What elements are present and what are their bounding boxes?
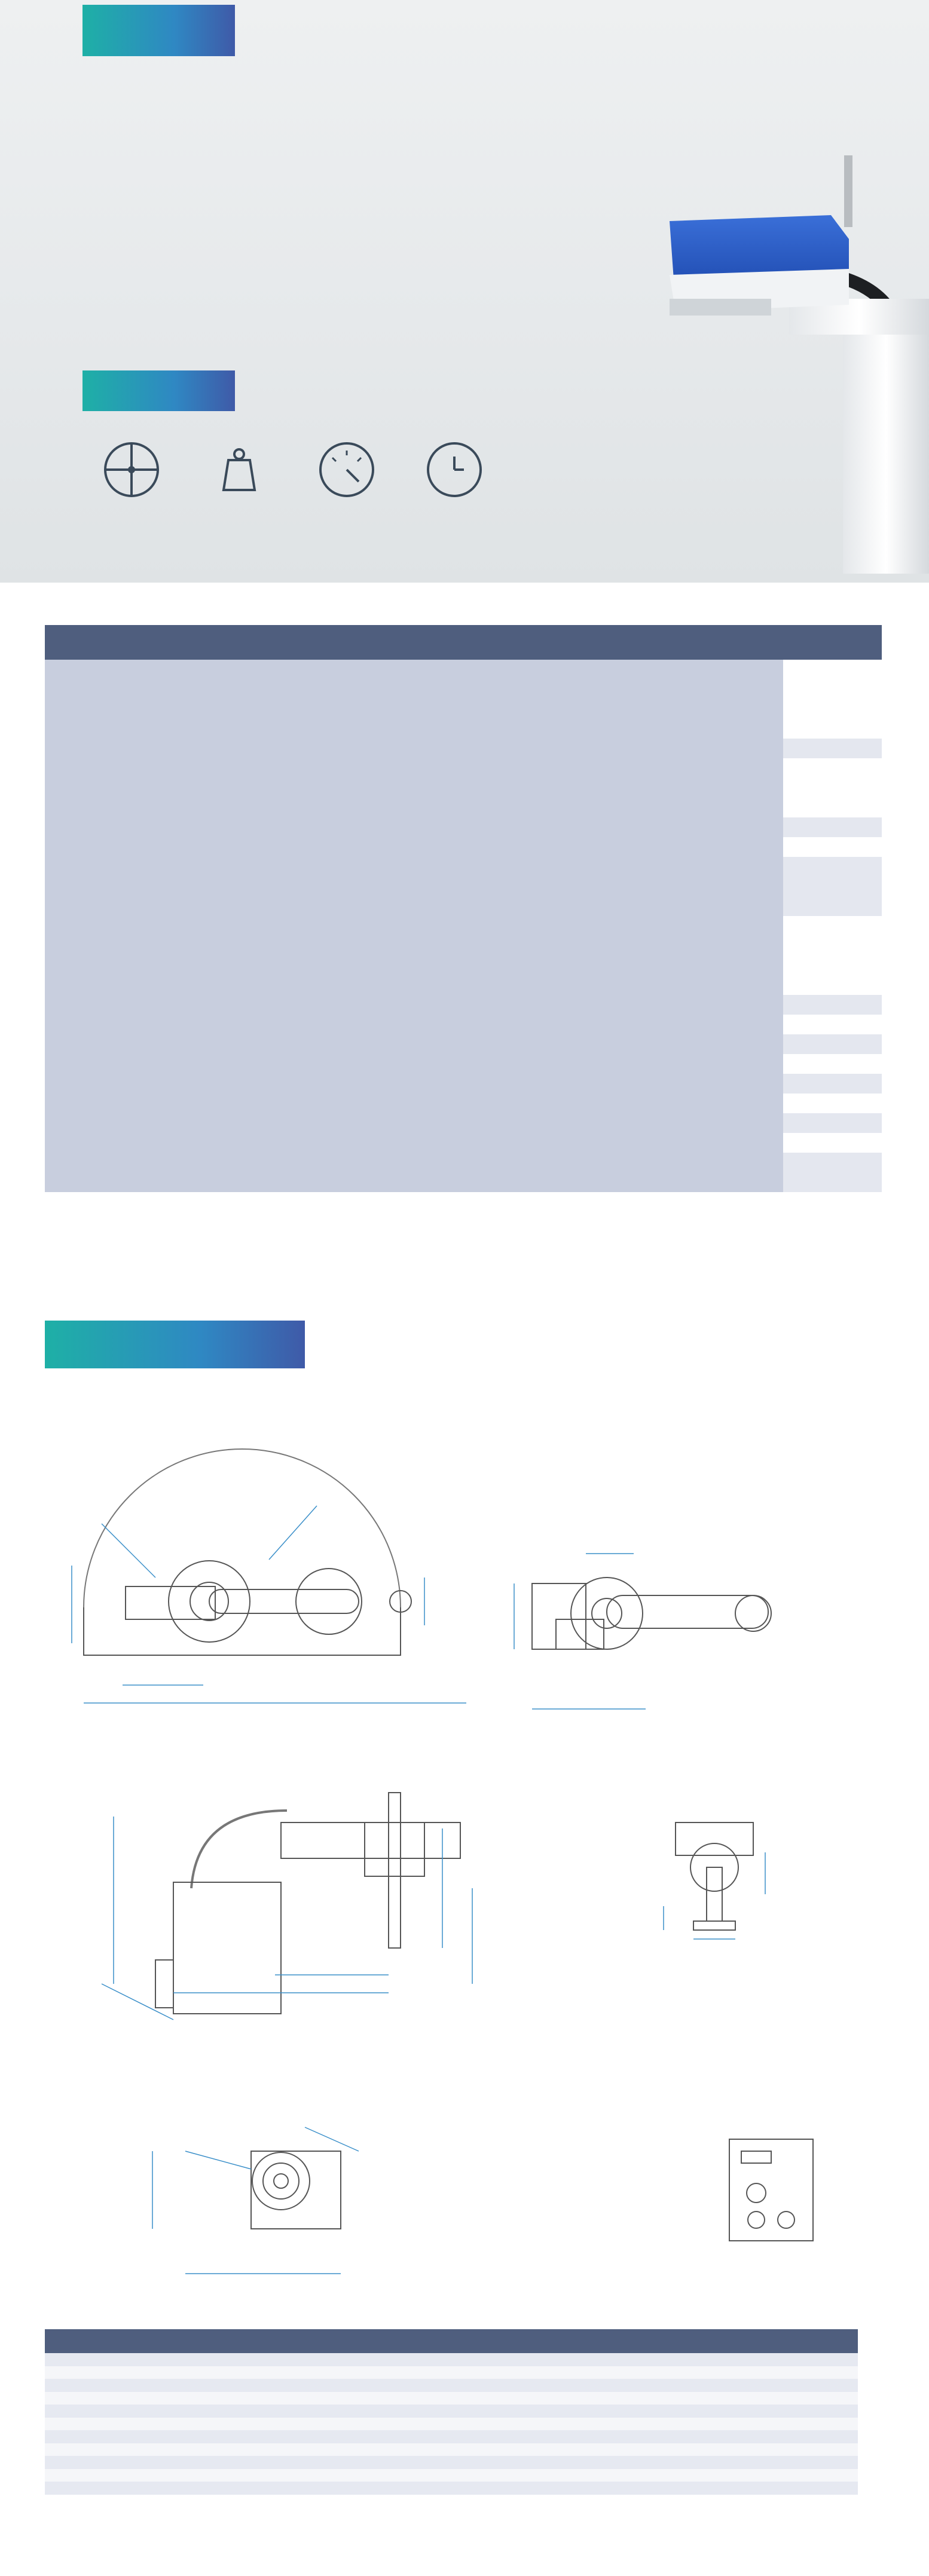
spec-sub-label xyxy=(135,877,783,896)
spec-row xyxy=(45,719,882,739)
dim-cell xyxy=(296,2430,436,2443)
dim-cell xyxy=(577,2379,717,2392)
spec-cell xyxy=(832,896,857,916)
dim-row xyxy=(45,2443,858,2456)
dim-row xyxy=(45,2430,858,2443)
spec-cell xyxy=(808,817,832,837)
spec-cell xyxy=(783,955,808,975)
dim-cell xyxy=(436,2392,577,2405)
spec-cell xyxy=(832,679,857,699)
dim-cell xyxy=(296,2469,436,2482)
spec-cell xyxy=(832,739,857,758)
spec-sub-label xyxy=(135,719,783,739)
spec-cell xyxy=(783,699,808,719)
spec-group-label xyxy=(45,837,135,857)
spec-cell xyxy=(808,1015,832,1034)
dim-cell xyxy=(717,2482,858,2495)
spec-row xyxy=(45,896,882,916)
section-tag-features xyxy=(82,5,235,56)
spec-row xyxy=(45,837,882,857)
spec-row xyxy=(45,1074,882,1094)
spec-cell xyxy=(808,719,832,739)
spec-cell xyxy=(857,955,882,975)
spec-cell xyxy=(857,896,882,916)
spec-sub-label xyxy=(135,837,783,857)
dim-cell xyxy=(717,2353,858,2366)
controller-value xyxy=(783,1172,882,1192)
spec-cell xyxy=(808,916,832,936)
dim-cell xyxy=(436,2430,577,2443)
spec-sub-label xyxy=(135,758,783,778)
spec-cell xyxy=(857,778,882,798)
spec-row xyxy=(45,955,882,975)
spec-cell xyxy=(857,699,882,719)
spec-row xyxy=(45,877,882,896)
spec-cell xyxy=(857,936,882,955)
spec-header-802 xyxy=(857,625,882,660)
gauge-icon xyxy=(319,442,374,497)
spec-cell xyxy=(832,1015,857,1034)
spec-cell xyxy=(857,1034,882,1054)
dim-cell xyxy=(577,2392,717,2405)
spec-sub-label xyxy=(135,896,783,916)
spec-cell xyxy=(808,1054,832,1074)
dim-row-label xyxy=(45,2456,296,2469)
dim-cell xyxy=(717,2379,858,2392)
spec-row xyxy=(45,936,882,955)
dim-row-label xyxy=(45,2418,296,2431)
dim-row-label xyxy=(45,2353,296,2366)
spec-cell xyxy=(832,1153,857,1172)
spec-cell xyxy=(808,660,832,679)
flange-view-drawing xyxy=(496,1524,867,1721)
side-view-drawing xyxy=(54,1769,568,2032)
spec-group-label xyxy=(45,1015,135,1034)
dim-row xyxy=(45,2392,858,2405)
dim-row xyxy=(45,2482,858,2495)
spec-row xyxy=(45,739,882,758)
hero-section xyxy=(0,0,929,583)
dim-header-502 xyxy=(296,2329,436,2353)
spec-cell xyxy=(808,1074,832,1094)
spec-group-label xyxy=(45,995,135,1015)
spec-sub-label xyxy=(135,916,783,936)
dim-row-label xyxy=(45,2430,296,2443)
spec-row xyxy=(45,1133,882,1153)
spec-cell xyxy=(783,778,808,798)
dim-cell xyxy=(296,2418,436,2431)
spec-cell xyxy=(832,1094,857,1113)
spec-cell xyxy=(783,995,808,1015)
dim-cell xyxy=(296,2482,436,2495)
dim-cell xyxy=(577,2443,717,2456)
spec-sub-label xyxy=(135,739,783,758)
spec-group-label xyxy=(45,739,135,758)
param-cycle-time xyxy=(401,442,508,508)
dim-cell xyxy=(436,2366,577,2379)
spec-cell xyxy=(857,1094,882,1113)
dim-cell xyxy=(296,2443,436,2456)
spec-cell xyxy=(783,1054,808,1074)
spec-row xyxy=(45,758,882,778)
dim-cell xyxy=(717,2456,858,2469)
spec-row xyxy=(45,1015,882,1034)
spec-cell xyxy=(832,837,857,857)
spec-cell xyxy=(832,877,857,896)
spec-cell xyxy=(783,1094,808,1113)
dim-cell xyxy=(717,2418,858,2431)
dim-cell xyxy=(577,2430,717,2443)
dim-cell xyxy=(296,2392,436,2405)
dim-cell xyxy=(436,2443,577,2456)
spec-cell xyxy=(832,1074,857,1094)
spec-cell xyxy=(808,1094,832,1113)
spec-table xyxy=(45,625,882,1192)
dim-row xyxy=(45,2366,858,2379)
spec-cell xyxy=(808,1034,832,1054)
spec-cell xyxy=(832,1034,857,1054)
spec-row xyxy=(45,778,882,798)
dim-cell xyxy=(436,2353,577,2366)
spec-cell xyxy=(832,699,857,719)
spec-cell xyxy=(832,778,857,798)
section-tag-params xyxy=(82,370,235,411)
dimension-table xyxy=(45,2329,858,2495)
spec-cell xyxy=(783,1133,808,1153)
dim-header-802 xyxy=(717,2329,858,2353)
spec-cell xyxy=(808,936,832,955)
spec-cell xyxy=(783,1034,808,1054)
dim-row xyxy=(45,2353,858,2366)
top-view-drawing xyxy=(54,1428,508,1715)
spec-cell xyxy=(783,679,808,699)
spec-row xyxy=(45,857,882,877)
spec-row xyxy=(45,679,882,699)
spec-row-label xyxy=(45,817,783,837)
dim-cell xyxy=(436,2482,577,2495)
spec-row xyxy=(45,660,882,679)
dim-row xyxy=(45,2456,858,2469)
spec-cell xyxy=(808,877,832,896)
spec-cell xyxy=(808,857,832,877)
dim-cell xyxy=(296,2353,436,2366)
dim-cell xyxy=(577,2482,717,2495)
dim-cell xyxy=(296,2379,436,2392)
spec-cell xyxy=(857,837,882,857)
spec-cell xyxy=(783,896,808,916)
spec-cell xyxy=(783,817,808,837)
spec-sub-label xyxy=(135,660,783,679)
dim-cell xyxy=(296,2456,436,2469)
dim-cell xyxy=(717,2443,858,2456)
spec-cell xyxy=(832,1054,857,1074)
spec-cell xyxy=(857,1113,882,1133)
spec-row-label xyxy=(45,1094,783,1113)
spec-sub-label xyxy=(135,679,783,699)
spec-cell xyxy=(857,877,882,896)
spec-row-label xyxy=(45,1054,783,1074)
param-repeatability xyxy=(78,442,185,508)
spec-group-label xyxy=(45,660,135,739)
spec-row-controller xyxy=(45,1172,882,1192)
spec-cell xyxy=(808,995,832,1015)
spec-cell xyxy=(832,916,857,936)
spec-sub-label xyxy=(135,778,783,798)
dim-header-model xyxy=(45,2329,296,2353)
dim-cell xyxy=(296,2405,436,2418)
dim-row-label xyxy=(45,2469,296,2482)
spec-group-label xyxy=(45,916,135,995)
spec-cell xyxy=(832,975,857,995)
dim-header-702 xyxy=(577,2329,717,2353)
dim-cell xyxy=(577,2456,717,2469)
spec-sub-label xyxy=(135,955,783,975)
spec-cell xyxy=(783,1074,808,1094)
dim-row xyxy=(45,2379,858,2392)
spec-row xyxy=(45,699,882,719)
spec-cell xyxy=(857,1054,882,1074)
spec-sub-label xyxy=(135,857,783,877)
spec-cell xyxy=(808,896,832,916)
spec-header-502 xyxy=(783,625,808,660)
spec-cell xyxy=(832,758,857,778)
spec-table-body xyxy=(45,660,882,1192)
spec-row xyxy=(45,975,882,995)
spec-cell xyxy=(808,1153,832,1172)
dim-row-label xyxy=(45,2443,296,2456)
spec-cell xyxy=(783,877,808,896)
spec-sub-label xyxy=(135,995,783,1015)
spec-sub-label xyxy=(135,936,783,955)
spec-row xyxy=(45,916,882,936)
spec-row xyxy=(45,1113,882,1133)
spec-table-header xyxy=(45,625,882,660)
spec-row xyxy=(45,995,882,1015)
dim-cell xyxy=(717,2405,858,2418)
spec-cell xyxy=(808,739,832,758)
weight-icon xyxy=(212,442,267,497)
spec-cell xyxy=(857,1153,882,1172)
spec-cell xyxy=(857,798,882,817)
spec-cell xyxy=(857,739,882,758)
controller-label xyxy=(45,1172,783,1192)
spec-cell xyxy=(808,837,832,857)
dim-cell xyxy=(436,2379,577,2392)
param-icons xyxy=(78,442,532,550)
spec-cell xyxy=(857,758,882,778)
spec-cell xyxy=(783,857,808,877)
dim-cell xyxy=(717,2469,858,2482)
spec-cell xyxy=(783,798,808,817)
dim-cell xyxy=(717,2392,858,2405)
spec-row xyxy=(45,1153,882,1172)
spec-cell xyxy=(857,995,882,1015)
spec-row-label xyxy=(45,1074,783,1094)
dim-cell xyxy=(577,2469,717,2482)
spec-cell xyxy=(832,817,857,837)
spec-cell xyxy=(783,758,808,778)
dim-row xyxy=(45,2418,858,2431)
spec-header-702 xyxy=(832,625,857,660)
spec-cell xyxy=(808,975,832,995)
spec-cell xyxy=(783,1113,808,1133)
dim-row-label xyxy=(45,2366,296,2379)
spec-cell xyxy=(832,995,857,1015)
spec-cell xyxy=(857,1015,882,1034)
spec-cell xyxy=(857,679,882,699)
spec-cell xyxy=(857,916,882,936)
dim-cell xyxy=(436,2469,577,2482)
dim-row-label xyxy=(45,2379,296,2392)
spec-cell xyxy=(783,1153,808,1172)
dim-cell xyxy=(717,2430,858,2443)
dim-cell xyxy=(577,2366,717,2379)
spec-row xyxy=(45,798,882,817)
spec-row xyxy=(45,817,882,837)
dim-cell xyxy=(296,2366,436,2379)
spec-cell xyxy=(783,916,808,936)
spec-row-label xyxy=(45,1133,783,1153)
spec-cell xyxy=(783,719,808,739)
dim-cell xyxy=(717,2366,858,2379)
spec-group-label xyxy=(45,857,135,916)
crosshair-icon xyxy=(104,442,159,497)
spec-sub-label xyxy=(135,1015,783,1034)
spec-cell xyxy=(783,660,808,679)
spec-cell xyxy=(808,699,832,719)
spec-group-label xyxy=(45,758,135,817)
spec-sub-label xyxy=(135,798,783,817)
spec-row xyxy=(45,1094,882,1113)
spec-cell xyxy=(808,798,832,817)
spec-cell xyxy=(808,955,832,975)
spec-cell xyxy=(808,1133,832,1153)
spec-cell xyxy=(783,739,808,758)
spec-cell xyxy=(783,975,808,995)
spec-cell xyxy=(857,1074,882,1094)
dim-cell xyxy=(577,2418,717,2431)
spec-row-label xyxy=(45,1153,783,1172)
section-tag-dimensions xyxy=(45,1321,305,1368)
spec-sub-label xyxy=(135,975,783,995)
spec-header-model xyxy=(45,625,783,660)
dim-row-label xyxy=(45,2405,296,2418)
spec-row xyxy=(45,1034,882,1054)
spec-cell xyxy=(808,778,832,798)
spec-row xyxy=(45,1054,882,1074)
spec-row-label xyxy=(45,1034,783,1054)
spec-cell xyxy=(832,936,857,955)
clock-icon xyxy=(427,442,482,497)
spec-cell xyxy=(857,857,882,877)
dim-table-body xyxy=(45,2353,858,2495)
spec-cell xyxy=(783,837,808,857)
dim-row-label xyxy=(45,2392,296,2405)
spec-cell xyxy=(857,719,882,739)
connector-view-drawing xyxy=(634,2121,837,2277)
spec-sub-label xyxy=(135,699,783,719)
spec-cell xyxy=(832,660,857,679)
spec-cell xyxy=(832,857,857,877)
dim-header-652 xyxy=(436,2329,577,2353)
robot-illustration xyxy=(652,155,929,574)
param-range xyxy=(293,442,401,508)
dim-cell xyxy=(577,2405,717,2418)
spec-cell xyxy=(857,975,882,995)
dim-row-label xyxy=(45,2482,296,2495)
spec-cell xyxy=(857,660,882,679)
spec-cell xyxy=(783,1015,808,1034)
dim-table-header xyxy=(45,2329,858,2353)
spec-cell xyxy=(808,679,832,699)
spec-cell xyxy=(857,1133,882,1153)
dim-cell xyxy=(436,2405,577,2418)
spec-cell xyxy=(857,817,882,837)
dim-row xyxy=(45,2405,858,2418)
spec-cell xyxy=(808,758,832,778)
dim-cell xyxy=(577,2353,717,2366)
spec-cell xyxy=(832,798,857,817)
dim-cell xyxy=(436,2456,577,2469)
spec-row-label xyxy=(45,1113,783,1133)
spec-cell xyxy=(832,1113,857,1133)
spec-cell xyxy=(832,1133,857,1153)
spec-cell xyxy=(783,936,808,955)
spec-cell xyxy=(832,719,857,739)
shaft-view-drawing xyxy=(658,1811,885,1966)
spec-header-652 xyxy=(808,625,832,660)
spec-cell xyxy=(808,1113,832,1133)
spec-cell xyxy=(832,955,857,975)
base-view-drawing xyxy=(48,2091,514,2295)
param-max-load xyxy=(185,442,293,508)
dim-cell xyxy=(436,2418,577,2431)
dim-row xyxy=(45,2469,858,2482)
